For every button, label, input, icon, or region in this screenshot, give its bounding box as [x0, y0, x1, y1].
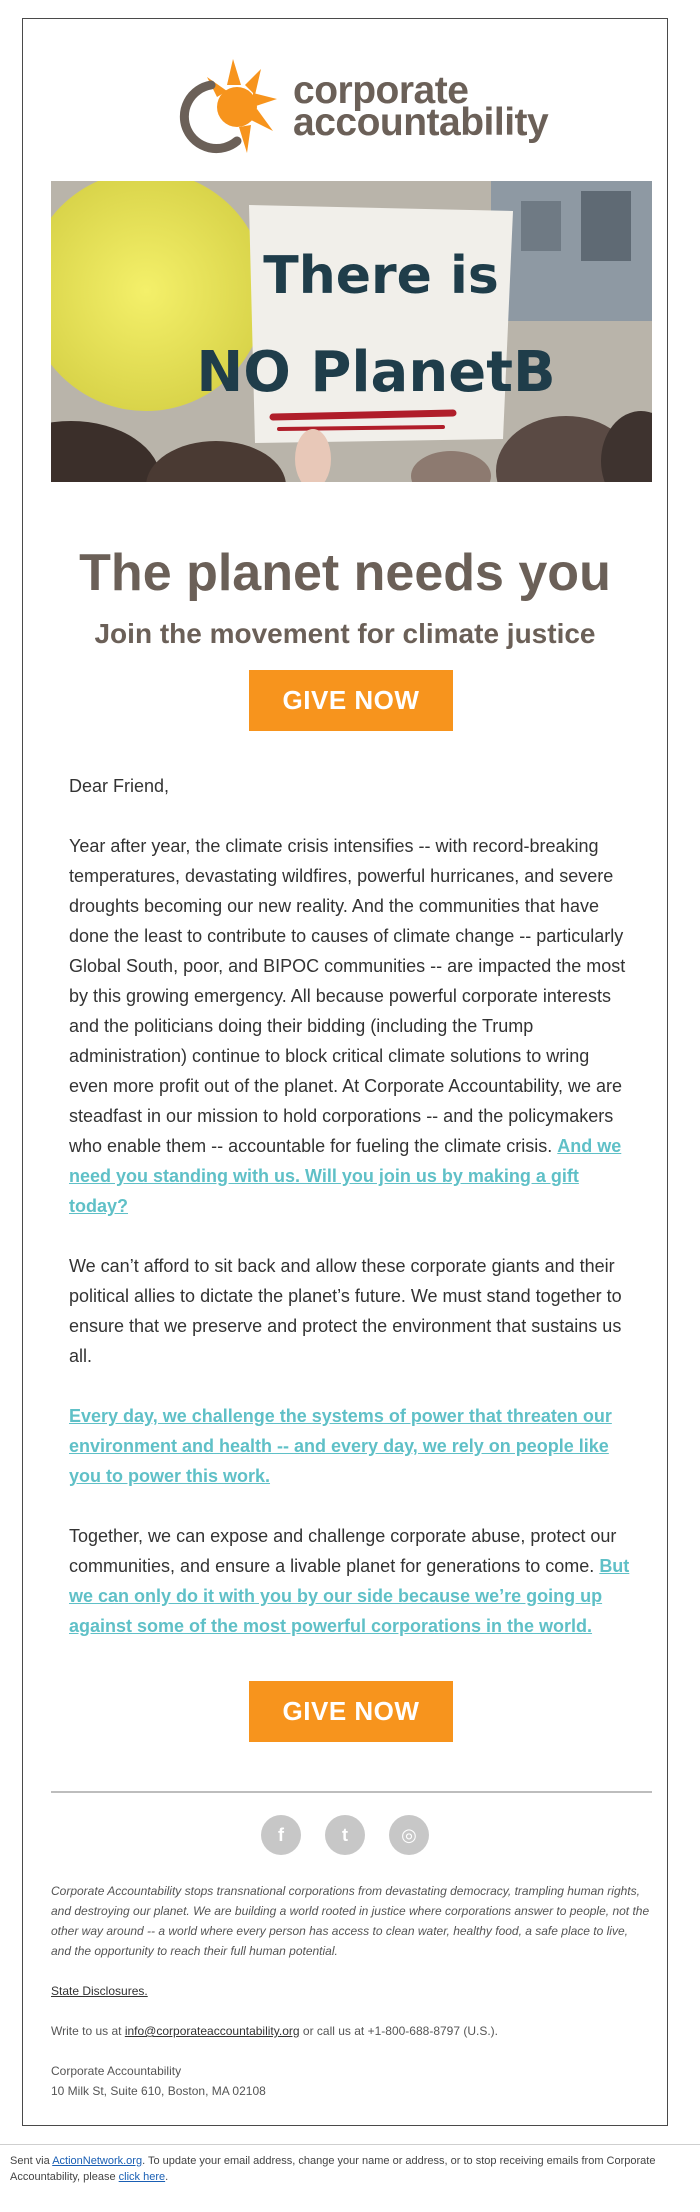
sent-via-bar: [0, 2144, 700, 2212]
sent-middle: . To update your email address, change your name or address, or to stop receiving emails from Corporate Accountability, please: [10, 2155, 656, 2183]
email-frame: [22, 18, 668, 2126]
letter-paragraph-3: [69, 1401, 633, 1491]
gift-link-1[interactable]: And we need you standing with us. Will you join us by making a gift today?: [69, 1136, 622, 1216]
hero-image[interactable]: [51, 181, 652, 482]
contact-line: [51, 2021, 651, 2041]
actionnetwork-link[interactable]: ActionNetwork.org: [52, 2155, 143, 2167]
footer-divider: [51, 1791, 652, 1793]
sent-prefix: Sent via: [10, 2155, 50, 2167]
letter-paragraph-4: [69, 1521, 633, 1641]
give-now-button[interactable]: GIVE NOW: [249, 670, 453, 731]
brand-logo[interactable]: [177, 55, 548, 159]
letter-paragraph-2: We can’t afford to sit back and allow these corporate giants and their political allies to dictate the planet’s future. We must stand together to ensure that we preserve and protect the environment that sustains us all.: [69, 1256, 622, 1366]
write-prefix: Write to us at: [51, 2024, 122, 2038]
brand-wordmark: [293, 69, 549, 144]
org-street-address: 10 Milk St, Suite 610, Boston, MA 02108: [51, 2084, 266, 2098]
letter-paragraph-1: [69, 831, 633, 1221]
letter-body: [69, 771, 633, 1671]
sun-logo-icon: [177, 55, 285, 159]
sent-suffix: .: [165, 2171, 169, 2183]
org-name: Corporate Accountability: [51, 2064, 182, 2078]
page-title: The planet needs you: [79, 544, 611, 602]
sign-line-1: There is: [263, 246, 499, 306]
email-link[interactable]: info@corporateaccountability.org: [124, 2024, 300, 2038]
brand-line-2: accountability: [293, 101, 549, 144]
gift-link-2[interactable]: Every day, we challenge the systems of power that threaten our environment and health -- and every day, we rely on people like you to power this work.: [69, 1406, 612, 1486]
facebook-icon[interactable]: f: [261, 1815, 301, 1855]
social-links: [23, 1815, 667, 1855]
give-now-button-bottom[interactable]: GIVE NOW: [249, 1681, 453, 1742]
brand-line-1: corporate: [293, 69, 469, 112]
gift-link-3[interactable]: But we can only do it with you by our side because we’re going up against some of the most powerful corporations in the world.: [69, 1556, 630, 1636]
call-text: or call us at +1-800-688-8797 (U.S.).: [302, 2024, 499, 2038]
org-address: [51, 2061, 651, 2101]
state-disclosures-link[interactable]: State Disclosures.: [51, 1984, 148, 1998]
mission-statement: Corporate Accountability stops transnational corporations from devastating democracy, trampling human rights, and destroying our planet. We are building a world rooted in justice where corporations answer to people, not the other way around -- a world where every person has access to clean water, healthy food, a safe place to live, and the opportunity to reach their full human potential.: [51, 1884, 650, 1958]
instagram-icon[interactable]: ◎: [389, 1815, 429, 1855]
unsubscribe-link[interactable]: click here: [118, 2171, 166, 2183]
protest-sign-illustration: [51, 181, 652, 482]
disclosures-line: [51, 1981, 651, 2001]
paragraph-4-text: Together, we can expose and challenge corporate abuse, protect our communities, and ensure a livable planet for generations to come.: [69, 1526, 617, 1576]
greeting: Dear Friend,: [69, 776, 170, 796]
paragraph-1-text: Year after year, the climate crisis intensifies -- with record-breaking temperatures, devastating wildfires, powerful hurricanes, and severe droughts becoming our new reality. And the communities that have done the least to contribute to causes of climate change -- particularly Global South, poor, and BIPOC communities -- are impacted the most by this growing emergency. All because powerful corporate interests and the politicians doing their bidding (including the Trump administration) continue to block critical climate solutions to wring even more profit out of the planet. At Corporate Accountability, we are steadfast in our mission to hold corporations -- and the policymakers who enable them -- accountable for fueling the climate crisis.: [69, 836, 626, 1156]
sign-line-2: NO PlanetB: [196, 340, 556, 405]
twitter-icon[interactable]: t: [325, 1815, 365, 1855]
page-subtitle: Join the movement for climate justice: [94, 618, 596, 649]
